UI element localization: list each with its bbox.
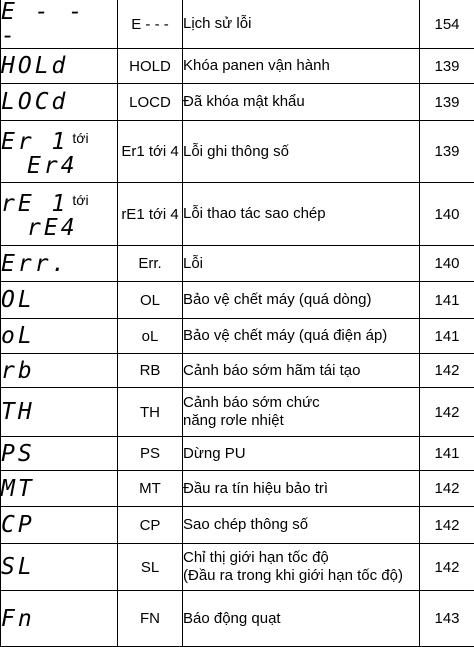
description-cell xyxy=(183,246,420,282)
segment-display-cell xyxy=(1,471,118,507)
segment-display-cell xyxy=(1,0,118,49)
code-cell: E - - - xyxy=(118,0,183,49)
segment-display-cell xyxy=(1,388,118,437)
page-cell: 139 xyxy=(420,121,474,183)
table-row xyxy=(1,319,474,354)
segment-display-cell xyxy=(1,282,118,319)
page-cell: 141 xyxy=(420,437,474,471)
segment-display-cell xyxy=(1,246,118,282)
code-cell: SL xyxy=(118,544,183,591)
page-cell: 139 xyxy=(420,84,474,121)
description-text: Lỗi ghi thông số xyxy=(183,143,419,161)
segment-display-end: rE4 xyxy=(1,216,117,240)
segment-display-text: E - - - xyxy=(1,0,117,48)
table-row xyxy=(1,246,474,282)
description-text: Dừng PU xyxy=(183,445,419,463)
code-cell: OL xyxy=(118,282,183,319)
table-row xyxy=(1,507,474,544)
segment-display-cell xyxy=(1,121,118,183)
code-cell: Er1 tới 4 xyxy=(118,121,183,183)
segment-display-cell xyxy=(1,591,118,647)
code-cell: CP xyxy=(118,507,183,544)
table-row xyxy=(1,84,474,121)
code-cell: RB xyxy=(118,354,183,388)
description-text-line2: (Đầu ra trong khi giới hạn tốc độ) xyxy=(183,567,419,585)
description-cell xyxy=(183,183,420,246)
table-row xyxy=(1,388,474,437)
segment-display-text: SL xyxy=(1,555,35,579)
code-cell: FN xyxy=(118,591,183,647)
table-row xyxy=(1,49,474,84)
page-cell: 140 xyxy=(420,246,474,282)
page-cell: 142 xyxy=(420,354,474,388)
segment-display-end: Er4 xyxy=(1,154,117,178)
description-cell xyxy=(183,84,420,121)
segment-display-text: CP xyxy=(1,513,35,537)
code-cell: Err. xyxy=(118,246,183,282)
description-cell xyxy=(183,471,420,507)
table-row xyxy=(1,544,474,591)
segment-display-text: Err. xyxy=(1,252,68,276)
segment-display-text: TH xyxy=(1,400,35,424)
description-text: Lỗi xyxy=(183,255,419,273)
page-cell: 139 xyxy=(420,49,474,84)
page-cell: 141 xyxy=(420,319,474,354)
segment-display-start: Er 1 xyxy=(1,129,68,155)
table-row xyxy=(1,354,474,388)
page-cell: 140 xyxy=(420,183,474,246)
segment-display-cell xyxy=(1,507,118,544)
description-cell xyxy=(183,388,420,437)
description-text: Bảo vệ chết máy (quá điện áp) xyxy=(183,327,419,345)
page-cell: 142 xyxy=(420,388,474,437)
page-cell: 142 xyxy=(420,471,474,507)
segment-display-text xyxy=(1,126,117,154)
description-cell xyxy=(183,437,420,471)
segment-display-cell xyxy=(1,437,118,471)
description-text: Đã khóa mật khẩu xyxy=(183,93,419,111)
segment-display-cell xyxy=(1,354,118,388)
range-word: tới xyxy=(72,192,88,208)
page-cell: 154 xyxy=(420,0,474,49)
segment-display-cell xyxy=(1,183,118,246)
segment-display-text: HOLd xyxy=(1,54,68,78)
code-cell: MT xyxy=(118,471,183,507)
segment-display-text xyxy=(1,188,117,216)
segment-display-text: LOCd xyxy=(1,90,68,114)
description-cell xyxy=(183,282,420,319)
description-cell xyxy=(183,121,420,183)
segment-display-cell xyxy=(1,544,118,591)
description-text: Cảnh báo sớm hãm tái tạo xyxy=(183,362,419,380)
table-row xyxy=(1,471,474,507)
description-cell xyxy=(183,0,420,49)
segment-display-text: PS xyxy=(1,442,35,466)
description-cell xyxy=(183,49,420,84)
segment-display-text: rb xyxy=(1,359,35,383)
description-cell xyxy=(183,544,420,591)
segment-display-text: Fn xyxy=(1,607,35,631)
description-cell xyxy=(183,319,420,354)
table-row xyxy=(1,121,474,183)
segment-display-cell xyxy=(1,49,118,84)
code-cell: rE1 tới 4 xyxy=(118,183,183,246)
description-text: Sao chép thông số xyxy=(183,516,419,534)
segment-display-text: OL xyxy=(1,288,35,312)
description-cell xyxy=(183,354,420,388)
description-text: Lịch sử lỗi xyxy=(183,15,419,33)
segment-display-text: MT xyxy=(1,477,35,501)
description-text: Khóa panen vận hành xyxy=(183,57,419,75)
table-row xyxy=(1,437,474,471)
table-row xyxy=(1,591,474,647)
page-cell: 142 xyxy=(420,544,474,591)
description-text: Bảo vệ chết máy (quá dòng) xyxy=(183,291,419,309)
range-word: tới xyxy=(72,130,88,146)
table-row xyxy=(1,183,474,246)
description-text: Đầu ra tín hiệu bảo trì xyxy=(183,480,419,498)
description-text: Báo động quạt xyxy=(183,610,419,628)
code-cell: TH xyxy=(118,388,183,437)
code-cell: HOLD xyxy=(118,49,183,84)
code-cell: PS xyxy=(118,437,183,471)
table-row xyxy=(1,282,474,319)
segment-display-start: rE 1 xyxy=(1,191,68,217)
description-text: Cảnh báo sớm chức xyxy=(183,394,419,412)
segment-display-text: oL xyxy=(1,324,35,348)
description-text: Chỉ thị giới hạn tốc độ xyxy=(183,549,419,567)
description-cell xyxy=(183,591,420,647)
description-text-line2: năng rơle nhiệt xyxy=(183,412,419,430)
page-cell: 143 xyxy=(420,591,474,647)
table-row xyxy=(1,0,474,49)
segment-display-cell xyxy=(1,84,118,121)
code-cell: oL xyxy=(118,319,183,354)
description-cell xyxy=(183,507,420,544)
segment-display-cell xyxy=(1,319,118,354)
description-text: Lỗi thao tác sao chép xyxy=(183,205,419,223)
code-cell: LOCD xyxy=(118,84,183,121)
page-cell: 142 xyxy=(420,507,474,544)
page-cell: 141 xyxy=(420,282,474,319)
